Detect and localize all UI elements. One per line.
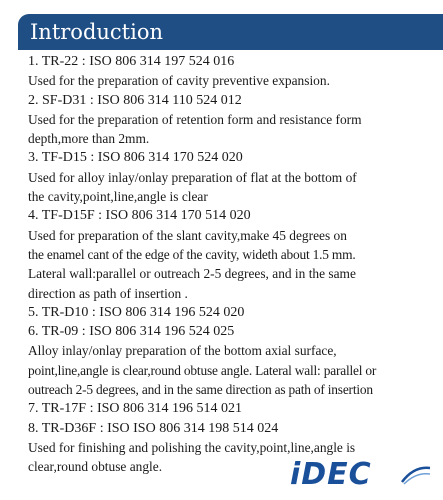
item-6-description-line-3: outreach 2-5 degrees, and in the same direction as path of insertion — [28, 382, 373, 398]
item-1-code: 1. TR-22 : ISO 806 314 197 524 016 — [28, 54, 235, 69]
item-4-description-line-2: the enamel cant of the edge of the cavity, wideth about 1.5 mm. — [28, 246, 356, 262]
item-4-description-line-1: Used for preparation of the slant cavity,make 45 degrees on — [28, 227, 347, 243]
item-3-description-line-2: the cavity,point,line,angle is clear — [28, 189, 208, 205]
item-8-code: 8. TR-D36F : ISO ISO 806 314 198 514 024 — [28, 420, 279, 436]
item-8-description-line-1: Used for finishing and polishing the cavity,point,line,angle is — [28, 439, 356, 455]
logo-wordmark: iDEC — [290, 457, 372, 492]
item-2-description-line-1: Used for the preparation of retention form and resistance form — [28, 111, 362, 127]
section-header-bar — [18, 14, 443, 50]
item-4-code: 4. TF-D15F : ISO 806 314 170 514 020 — [28, 208, 251, 224]
item-3-description-line-1: Used for alloy inlay/onlay preparation of flat at the bottom of — [28, 169, 357, 185]
idec-logo — [290, 458, 436, 492]
item-6-description-line-1: Alloy inlay/onlay preparation of the bottom axial surface, — [28, 343, 337, 359]
item-2-description-line-2: depth,more than 2mm. — [28, 131, 150, 147]
item-7-code: 7. TR-17F : ISO 806 314 196 514 021 — [28, 401, 243, 417]
item-4-description-line-4: direction as path of insertion . — [28, 285, 188, 301]
document-body — [28, 52, 443, 477]
item-2-code: 2. SF-D31 : ISO 806 314 110 524 012 — [28, 92, 242, 108]
logo-swoosh-icon — [400, 464, 432, 486]
item-1-description: Used for the preparation of cavity preventive expansion. — [28, 73, 330, 89]
item-8-description-line-2: clear,round obtuse angle. — [28, 459, 163, 475]
item-5-code: 5. TR-D10 : ISO 806 314 196 524 020 — [28, 304, 245, 320]
section-title: Introduction — [30, 20, 163, 44]
item-6-description-line-2: point,line,angle is clear,round obtuse angle. Lateral wall: parallel or — [28, 362, 377, 378]
item-3-code: 3. TF-D15 : ISO 806 314 170 524 020 — [28, 150, 243, 166]
item-4-description-line-3: Lateral wall:parallel or outreach 2-5 degrees, and in the same — [28, 266, 356, 282]
item-6-code: 6. TR-09 : ISO 806 314 196 524 025 — [28, 324, 235, 340]
